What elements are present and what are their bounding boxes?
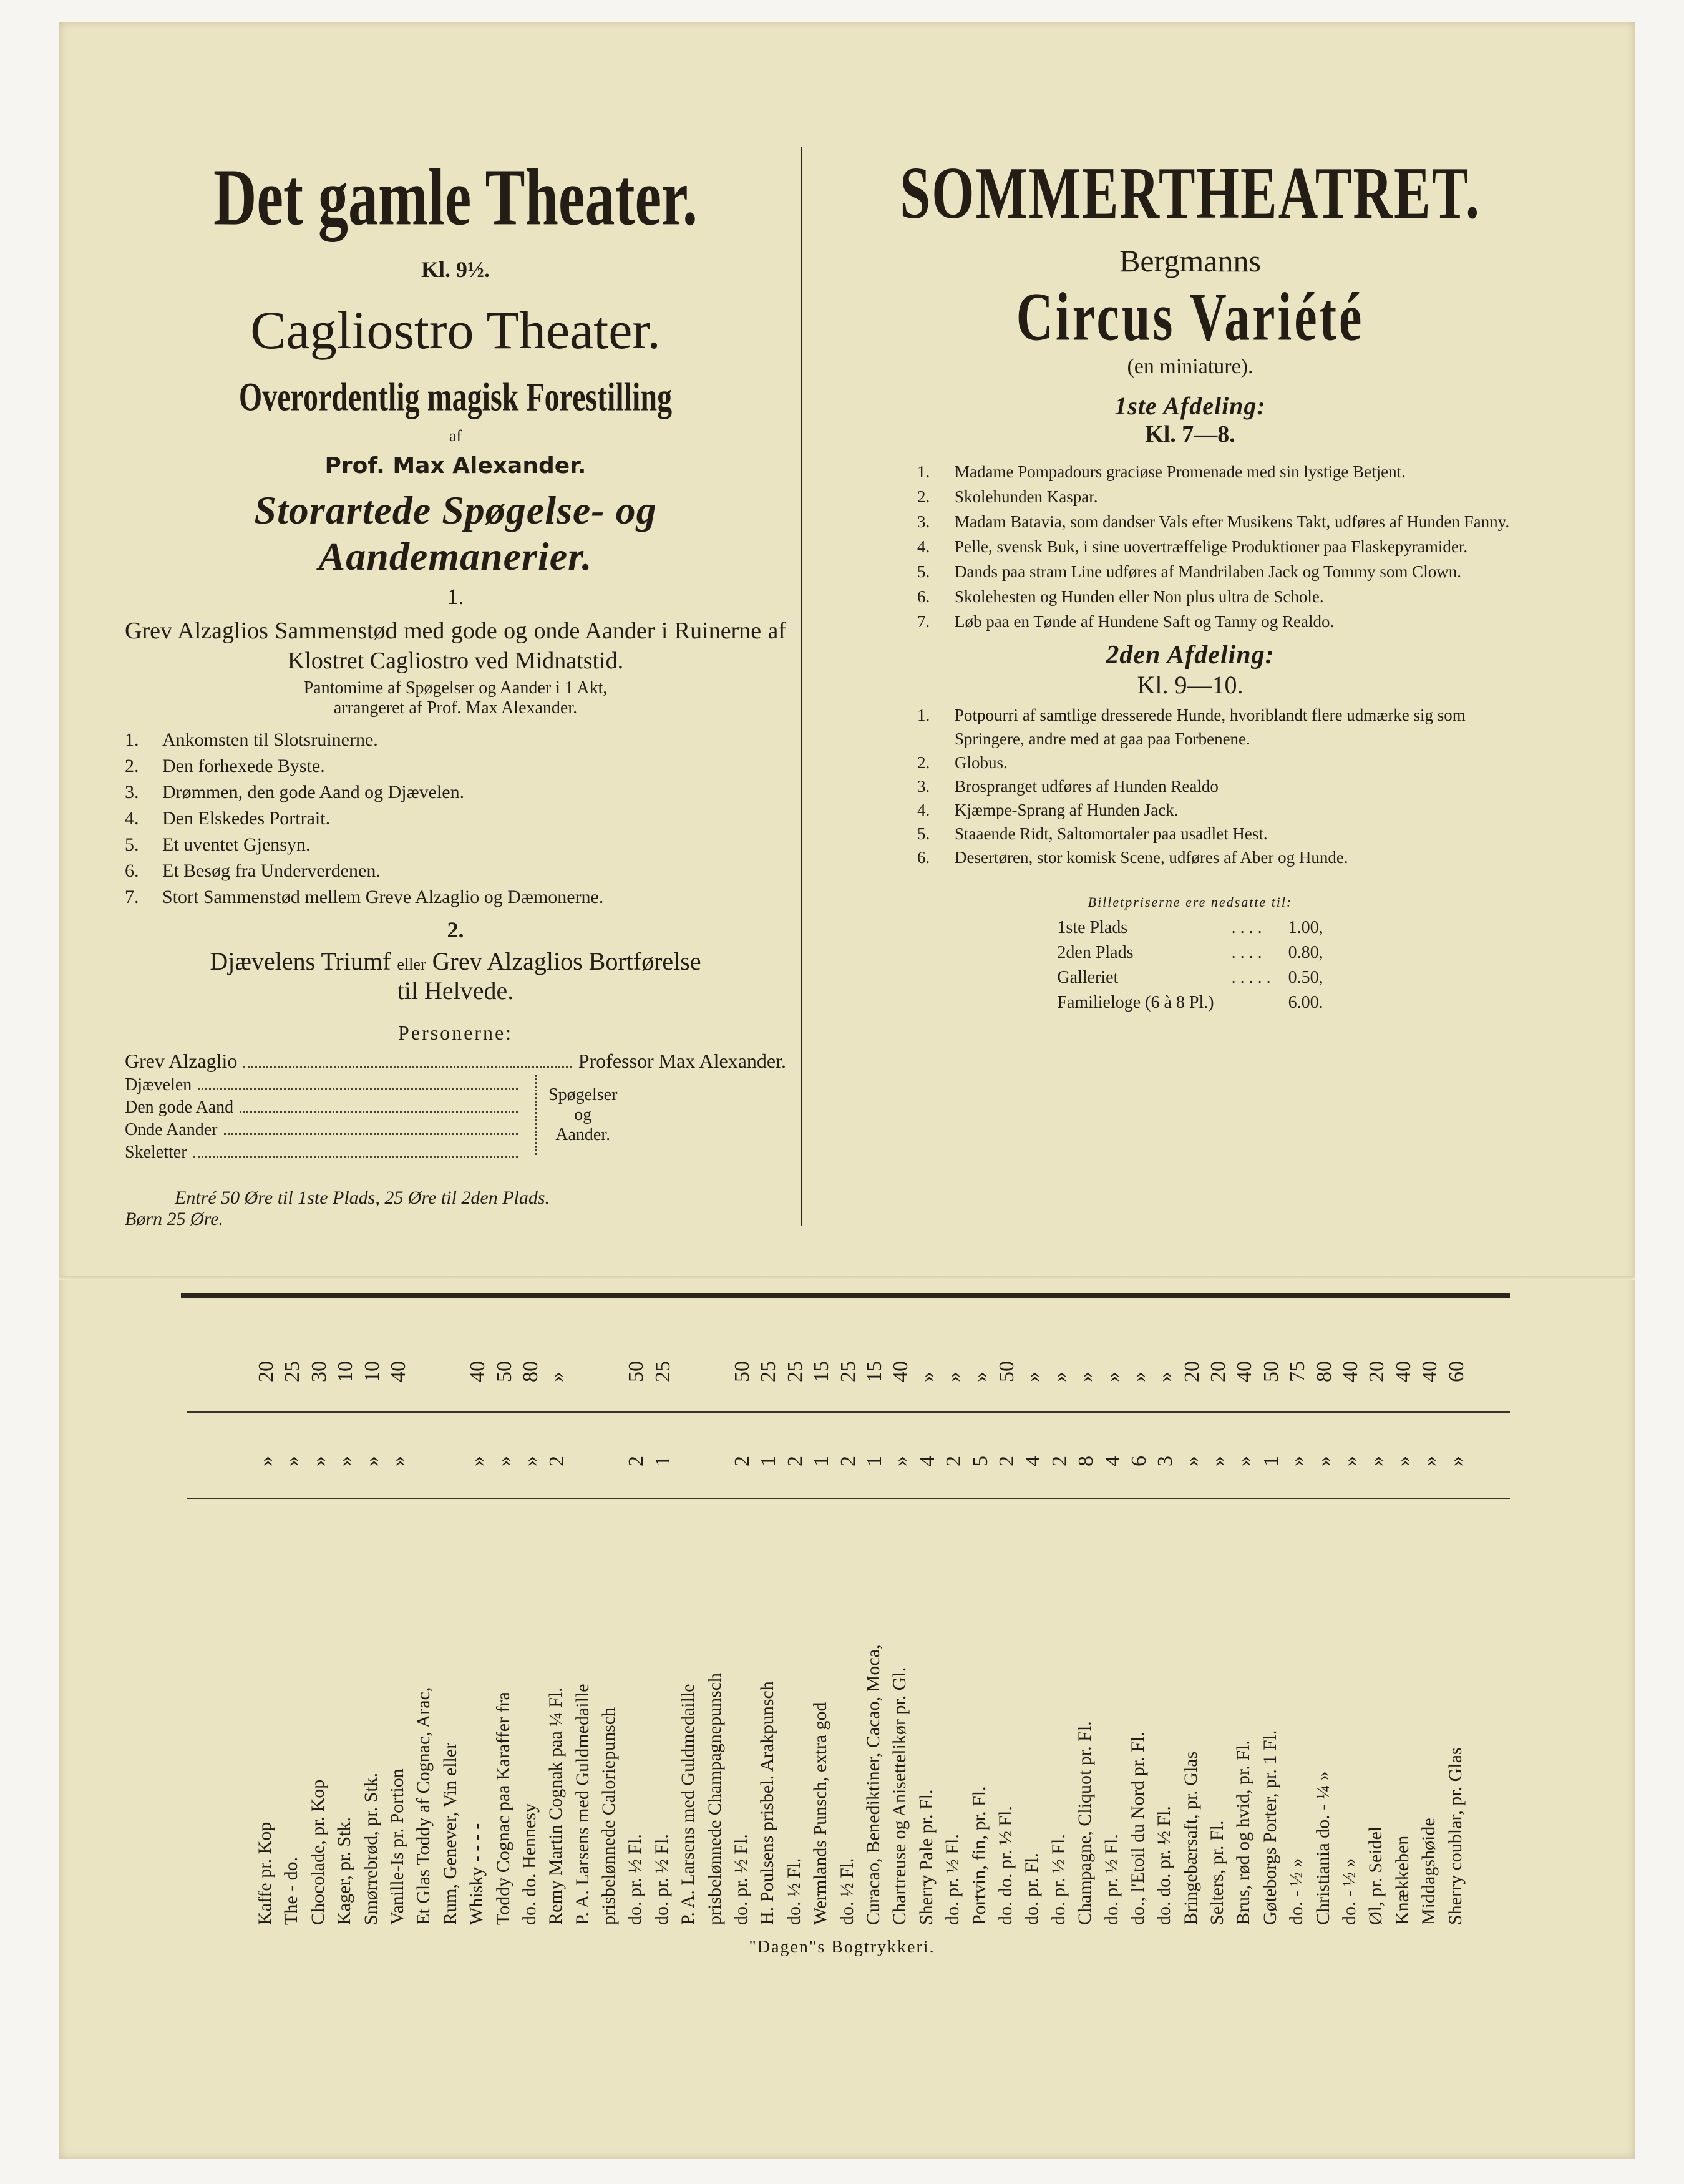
menu-item: prisbelønnede Champagnepunsch [704,1672,725,1925]
afdeling1-time: Kl. 7—8. [1145,421,1235,447]
menu-ore: 40 [1339,1361,1362,1382]
list-item: 5. Et uventet Gjensyn. [125,834,311,855]
menu-item: do. do. Hennesy [519,1803,540,1925]
menu-item: do. ½ Fl. [837,1858,857,1925]
menu-kr: » [519,1456,542,1466]
menu-ore: 15 [810,1361,833,1382]
list-item: 2. Globus. [917,753,1008,772]
menu-kr: 2 [545,1456,568,1466]
menu-kr: » [1418,1456,1441,1466]
menu-kr: 1 [810,1456,833,1466]
menu-kr: 4 [1101,1456,1124,1466]
part1-scene-list [125,727,786,910]
cast-role: og [574,1105,592,1124]
menu-kr: 2 [784,1456,807,1466]
menu-ore: 25 [784,1361,807,1382]
left-time: Kl. 9½. [421,257,490,282]
menu-kr: 6 [1127,1456,1151,1466]
menu-item: The - do. [281,1856,301,1925]
menu-ore: 20 [1365,1361,1388,1382]
refreshment-price-list [250,1307,1466,1931]
menu-item: Kager, pr. Stk. [334,1817,354,1925]
list-item: 5. Staaende Ridt, Saltomortaler paa usadlet Hest. [917,824,1268,843]
menu-item: Brus, rød og hvid, pr. Fl. [1233,1740,1253,1925]
part1-number: 1. [447,584,464,609]
menu-item: Øl, pr. Seidel [1365,1826,1386,1925]
menu-item: Curacao, Benediktiner, Cacao, Moca, [863,1644,883,1925]
menu-ore: 25 [281,1361,304,1382]
menu-item: do., l'Etoil du Nord pr. Fl. [1127,1732,1148,1925]
menu-ore: » [969,1372,992,1382]
menu-ore: 25 [757,1361,780,1382]
menu-kr: » [493,1456,516,1466]
left-subtitle: Cagliostro Theater. [250,300,661,360]
left-af: af [449,427,462,445]
cast-group [125,1075,786,1165]
afdeling1-list [842,459,1538,634]
menu-item: Middagshøide [1418,1818,1439,1925]
menu-kr: » [308,1456,331,1466]
printer-credit: "Dagen"s Bogtrykkeri. [749,1938,935,1957]
right-mini: (en miniature). [1127,355,1253,378]
menu-kr: 2 [837,1456,860,1466]
menu-ore: » [916,1372,939,1382]
menu-ore: 15 [863,1361,886,1382]
list-item: 1. Madame Pompadours graciøse Promenade med sin lystige Betjent. [917,462,1406,481]
menu-item: H. Poulsens prisbel. Arakpunsch [757,1681,777,1925]
menu-ore: 25 [651,1361,674,1382]
menu-kr: » [1286,1456,1309,1466]
price-row: Galleriet . . . . . 0.50, [1057,968,1323,987]
menu-item: Toddy Cognac paa Karaffer fra [493,1692,513,1925]
menu-item: Chocolade, pr. Kop [308,1779,328,1925]
menu-ore: » [545,1372,568,1382]
menu-kr: 2 [731,1456,754,1466]
menu-item: Remy Martin Cognak paa ¼ Fl. [545,1687,566,1925]
menu-ore: 40 [1418,1361,1441,1382]
menu-item: do. - ½ » [1286,1858,1307,1925]
menu-kr: » [281,1456,304,1466]
menu-ore: 40 [387,1361,410,1382]
menu-kr: » [334,1456,357,1466]
child-price: Børn 25 Øre. [125,1209,224,1229]
menu-ore: 40 [1233,1361,1256,1382]
menu-item: do. pr. ½ Fl. [1048,1834,1069,1925]
menu-ore: 80 [1313,1361,1336,1382]
list-item: 7. Stort Sammenstød mellem Greve Alzaglio og Dæmonerne. [125,887,604,907]
menu-item: Sherry coublar, pr. Glas [1445,1747,1466,1925]
cast-member: Onde Aander [125,1120,524,1143]
left-title: Det gamle Theater. [213,152,698,242]
list-item: 3. Drømmen, den gode Aand og Djævelen. [125,782,465,802]
part2-subtitle: til Helvede. [397,977,514,1005]
menu-item: Rum, Genever, Vin eller [440,1742,460,1925]
list-item: 4. Kjæmpe-Sprang af Hunden Jack. [917,801,1179,819]
part1-sub1: Pantomime af Spøgelser og Aander i 1 Akt, [303,678,608,698]
afdeling2-time: Kl. 9—10. [1137,671,1244,699]
menu-ore: 10 [361,1361,384,1382]
menu-ore: 50 [1260,1361,1283,1382]
menu-top-rule [181,1293,1510,1298]
price-row: Familieloge (6 à 8 Pl.) 6.00. [1057,993,1323,1012]
menu-kr: 2 [942,1456,965,1466]
menu-kr: 5 [969,1456,992,1466]
menu-ore: 20 [1207,1361,1230,1382]
list-item: 6. Et Besøg fra Underverdenen. [125,860,381,881]
right-circus: Circus Variété [1016,278,1365,355]
menu-item: prisbelønnede Caloriepunsch [598,1707,619,1925]
afdeling1-heading: 1ste Afdeling: [1114,392,1266,420]
right-bergmanns: Bergmanns [1119,243,1261,278]
cast-member: Skeletter [125,1143,524,1165]
price-row: 2den Plads . . . . 0.80, [1057,943,1323,962]
menu-ore: » [1101,1372,1124,1382]
menu-item: Kaffe pr. Kop [255,1821,275,1925]
left-show: Overordentlig magisk Forestilling [238,374,673,420]
menu-ore: 20 [255,1361,278,1382]
list-item: 1. Ankomsten til Slotsruinerne. [125,729,378,750]
list-item: 3. Madam Batavia, som dandser Vals efter Musikens Takt, udføres af Hunden Fanny. [917,512,1510,531]
list-item: 2. Den forhexede Byste. [125,756,325,776]
menu-kr: 1 [757,1456,780,1466]
list-item: 6. Skolehesten og Hunden eller Non plus ultra de Schole. [917,587,1324,606]
menu-item: Wermlands Punsch, extra god [810,1702,830,1925]
menu-kr: » [361,1456,384,1466]
menu-kr: 4 [1021,1456,1044,1466]
menu-item: do. pr. ½ Fl. [1101,1834,1122,1925]
menu-ore: » [942,1372,965,1382]
menu-kr: » [255,1456,278,1466]
afdeling2-heading: 2den Afdeling: [1106,641,1275,670]
menu-ore: » [1154,1372,1177,1382]
menu-item: do. pr. ½ Fl. [651,1834,672,1925]
menu-kr: » [466,1456,489,1466]
menu-ore: 40 [466,1361,489,1382]
price-row: 1ste Plads . . . . 1.00, [1057,918,1323,937]
list-item: 4. Pelle, svensk Buk, i sine uovertræffelige Produktioner paa Flaskepyramider. [917,537,1468,556]
cast-role: Aander. [555,1125,611,1144]
menu-item: Portvin, fin, pr. Fl. [969,1786,990,1925]
menu-kr: 2 [625,1456,648,1466]
menu-kr: » [1233,1456,1256,1466]
menu-item: Vanille-Is pr. Portion [387,1768,407,1925]
menu-item: Gøteborgs Porter, pr. 1 Fl. [1260,1730,1280,1925]
right-title: SOMMERTHEATRET. [900,153,1481,235]
list-item: 7. Løb paa en Tønde af Hundene Saft og Tanny og Realdo. [917,612,1335,631]
cast-member: Den gode Aand [125,1098,524,1120]
list-item: 3. Brospranget udføres af Hunden Realdo [917,777,1219,796]
menu-ore: 30 [308,1361,331,1382]
list-item: 2. Skolehunden Kaspar. [917,487,1098,506]
cast-member: Djævelen [125,1075,524,1098]
entre-prices: Entré 50 Øre til 1ste Plads, 25 Øre til 2den Plads. [175,1187,550,1208]
list-item: 1. Potpourri af samtlige dresserede Hunde, hvoriblandt flere udmærke sig som Springere, andre med at gaa paa Forbenene. [917,706,1466,748]
menu-kr: 1 [863,1456,886,1466]
menu-ore: 50 [995,1361,1018,1382]
left-column [125,144,786,1230]
menu-item: do. ½ Fl. [784,1858,804,1925]
part2-title: Djævelens Triumf eller Grev Alzaglios Bortførelse [210,947,701,975]
menu-item: do. pr. ½ Fl. [731,1834,751,1925]
afdeling2-list [842,703,1538,869]
menu-kr: » [1392,1456,1415,1466]
part1-sub2: arrangeret af Prof. Max Alexander. [333,698,578,718]
menu-ore: 40 [889,1361,912,1382]
menu-item: Sherry Pale pr. Fl. [916,1789,937,1925]
part2-number: 2. [447,917,464,942]
menu-kr: » [1207,1456,1230,1466]
menu-ore: » [1074,1372,1098,1382]
menu-ore: » [1021,1372,1044,1382]
menu-ore: » [1127,1372,1151,1382]
menu-item: do. do. pr. ½ Fl. [1154,1806,1174,1925]
price-table [1048,915,1331,1015]
list-item: 4. Den Elskedes Portrait. [125,808,331,829]
menu-item: Chartreuse og Anisettelikør pr. Gl. [889,1667,910,1925]
menu-item: Et Glas Toddy af Cognac, Arac, [413,1687,434,1925]
menu-item: Selters, pr. Fl. [1207,1820,1227,1925]
menu-item: P. A. Larsens med Guldmedaille [678,1684,698,1925]
menu-kr: 1 [1260,1456,1283,1466]
menu-item: Knækkeben [1392,1835,1413,1925]
menu-ore: 20 [1180,1361,1204,1382]
menu-ore: 50 [731,1361,754,1382]
cast-role: Spøgelser [548,1085,618,1104]
menu-ore: 50 [493,1361,516,1382]
personerne-heading: Personerne: [397,1021,513,1044]
menu-kr: » [1445,1456,1468,1466]
menu-item: Christiania do. - ¼ » [1313,1771,1333,1925]
menu-ore: 40 [1392,1361,1415,1382]
menu-item: Smørrebrød, pr. Stk. [361,1772,381,1925]
column-divider [801,147,802,1226]
paper-fold [59,1276,1635,1280]
menu-item: do. pr. ½ Fl. [942,1834,963,1925]
left-fraktur-heading: Storartede Spøgelse- og Aandemanerier. [254,488,657,578]
menu-item: P. A. Larsens med Guldmedaille [572,1684,593,1925]
menu-kr: » [1365,1456,1388,1466]
cast-grev-row: Grev Alzaglio Professor Max Alexander. [125,1050,786,1072]
menu-kr: 4 [916,1456,939,1466]
menu-item: Whisky - - - - [466,1823,487,1925]
menu-ore: 60 [1445,1361,1468,1382]
right-column [842,144,1538,1015]
menu-kr: » [1180,1456,1204,1466]
menu-kr: 8 [1074,1456,1098,1466]
left-prof: Prof. Max Alexander. [324,453,586,479]
part1-title: Grev Alzaglios Sammenstød med gode og onde Aander i Ruinerne af Klostret Cagliostro ved Midnatstid. [125,618,786,674]
menu-item: do. do. pr. ½ Fl. [995,1806,1016,1925]
menu-item: Champagne, Cliquot pr. Fl. [1074,1721,1095,1925]
menu-kr: 3 [1154,1456,1177,1466]
menu-kr: » [1313,1456,1336,1466]
menu-kr: » [1339,1456,1362,1466]
menu-kr: 2 [995,1456,1018,1466]
menu-item: Bringebærsaft, pr. Glas [1180,1751,1201,1925]
billet-heading: Billetpriserne ere nedsatte til: [1088,894,1293,910]
menu-ore: 80 [519,1361,542,1382]
menu-ore: 10 [334,1361,357,1382]
menu-kr: 2 [1048,1456,1071,1466]
list-item: 6. Desertøren, stor komisk Scene, udføres af Aber og Hunde. [917,848,1348,867]
menu-kr: » [387,1456,410,1466]
menu-item: do. pr. ½ Fl. [625,1834,645,1925]
menu-ore: 75 [1286,1361,1309,1382]
menu-ore: » [1048,1372,1071,1382]
menu-ore: 25 [837,1361,860,1382]
menu-kr: » [889,1456,912,1466]
menu-item: do. pr. Fl. [1021,1853,1042,1925]
menu-item: do. - ½ » [1339,1858,1360,1925]
menu-ore: 50 [625,1361,648,1382]
list-item: 5. Dands paa stram Line udføres af Mandrilaben Jack og Tommy som Clown. [917,562,1461,581]
menu-kr: 1 [651,1456,674,1466]
